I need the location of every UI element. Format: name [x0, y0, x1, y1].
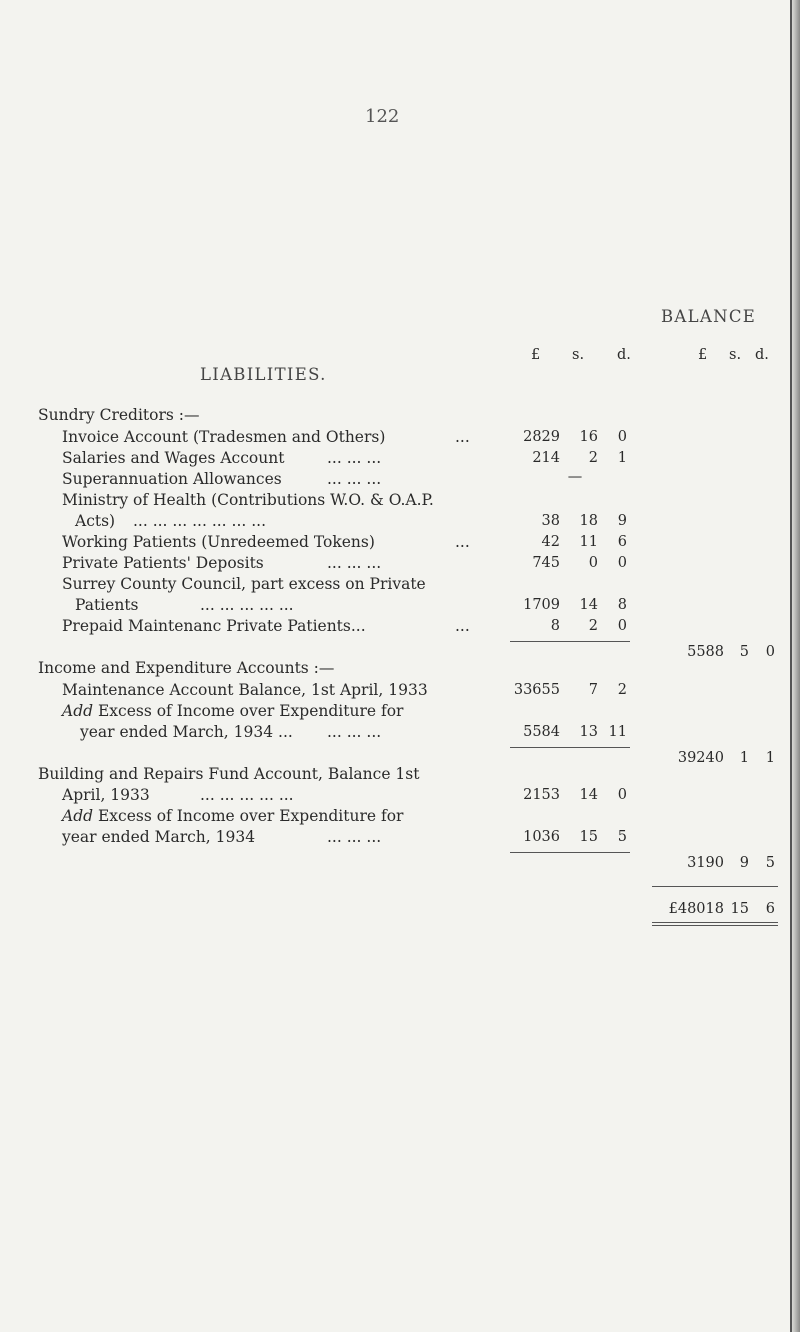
balance-pounds: 39240	[677, 750, 724, 766]
leader-dots: ...	[455, 617, 470, 635]
total-rule	[652, 886, 778, 887]
amount-pence: 0	[617, 787, 627, 803]
balance-shillings: 1	[739, 750, 749, 766]
add-word: Add	[62, 702, 94, 720]
amount-pounds: 1709	[523, 597, 560, 613]
amount-shillings: 14	[579, 787, 598, 803]
maintenance-balance-label: Maintenance Account Balance, 1st April, 1933	[62, 681, 428, 699]
leader-dots: ... ... ... ... ...	[200, 786, 294, 804]
subtotal-rule	[510, 852, 630, 853]
amount-pounds: 8	[550, 618, 560, 634]
subtotal-rule	[510, 747, 630, 748]
grand-total-pence: 6	[765, 901, 775, 917]
amount-pence: 0	[617, 555, 627, 571]
amount-pounds: 2829	[523, 429, 560, 445]
year-ended-label: year ended March, 1934	[62, 828, 256, 846]
amount-pounds: 33655	[513, 682, 560, 698]
excess-text: Excess of Income over Expenditure for	[97, 702, 404, 720]
add-excess-label	[62, 807, 403, 825]
creditor-label: Ministry of Health (Contributions W.O. & O.A.P.	[62, 491, 434, 509]
creditor-label: Superannuation Allowances	[62, 470, 282, 488]
balance-pence: 0	[765, 644, 775, 660]
balance-pounds: 5588	[687, 644, 724, 660]
creditor-label: Prepaid Maintenanc Private Patients...	[62, 617, 366, 635]
creditor-label-cont: Acts)	[75, 512, 116, 530]
amount-shillings: 11	[579, 534, 598, 550]
creditor-label: Salaries and Wages Account	[62, 449, 285, 467]
creditor-label: Working Patients (Unredeemed Tokens)	[62, 533, 375, 551]
creditor-label: Private Patients' Deposits	[62, 554, 264, 572]
leader-dots: ... ... ...	[327, 449, 382, 467]
balance-shillings: 5	[739, 644, 749, 660]
leader-dots: ... ... ...	[327, 723, 382, 741]
amount-pence: 8	[617, 597, 627, 613]
balance-shillings-header: s.	[729, 347, 742, 363]
amount-pence: 6	[617, 534, 627, 550]
balance-pounds: 3190	[687, 855, 724, 871]
grand-total-pounds	[648, 900, 724, 918]
page-edge-line	[790, 0, 792, 1332]
leader-dots: ... ... ...	[327, 470, 382, 488]
subtotal-rule	[510, 641, 630, 642]
pounds-header: £	[531, 347, 541, 363]
excess-text: Excess of Income over Expenditure for	[97, 807, 404, 825]
balance-pence-header: d.	[755, 347, 769, 363]
amount-pounds: 745	[532, 555, 560, 571]
amount-shillings: 7	[588, 682, 598, 698]
grand-total-pounds-value: 48018	[677, 901, 724, 917]
page-number: 122	[365, 106, 400, 127]
leader-dots: ...	[455, 428, 470, 446]
balance-pounds-header: £	[698, 347, 708, 363]
amount-pence: 0	[617, 618, 627, 634]
amount-pounds: 42	[541, 534, 560, 550]
leader-dots: ...	[455, 533, 470, 551]
creditor-label: Invoice Account (Tradesmen and Others)	[62, 428, 386, 446]
balance-pence: 1	[765, 750, 775, 766]
nil-dash: —	[567, 469, 583, 485]
creditor-label: Surrey County Council, part excess on Private	[62, 575, 426, 593]
amount-pence: 1	[617, 450, 627, 466]
amount-shillings: 14	[579, 597, 598, 613]
grand-total-double-rule	[652, 922, 778, 926]
april-label: April, 1933	[62, 786, 150, 804]
grand-total-shillings: 15	[730, 901, 749, 917]
amount-shillings: 2	[588, 450, 598, 466]
liabilities-heading: LIABILITIES.	[200, 365, 327, 384]
amount-shillings: 18	[579, 513, 598, 529]
year-ended-label: year ended March, 1934 ...	[80, 723, 293, 741]
amount-pence: 5	[617, 829, 627, 845]
amount-shillings: 13	[579, 724, 598, 740]
amount-pence: 0	[617, 429, 627, 445]
amount-pounds: 1036	[523, 829, 560, 845]
add-excess-label	[62, 702, 403, 720]
balance-heading: BALANCE	[661, 307, 757, 326]
pound-sign: £	[668, 901, 678, 917]
balance-pence: 5	[765, 855, 775, 871]
amount-pence: 9	[617, 513, 627, 529]
amount-shillings: 2	[588, 618, 598, 634]
sundry-creditors-title: Sundry Creditors :—	[38, 406, 200, 424]
leader-dots: ... ... ... ... ...	[200, 596, 294, 614]
shillings-header: s.	[572, 347, 585, 363]
amount-pounds: 5584	[523, 724, 560, 740]
amount-pounds: 38	[541, 513, 560, 529]
amount-pence: 11	[608, 724, 627, 740]
amount-shillings: 0	[588, 555, 598, 571]
leader-dots: ... ... ...	[327, 828, 382, 846]
building-repairs-label: Building and Repairs Fund Account, Balance 1st	[38, 765, 420, 783]
amount-pounds: 214	[532, 450, 560, 466]
creditor-label-cont: Patients	[75, 596, 139, 614]
amount-pounds: 2153	[523, 787, 560, 803]
amount-shillings: 16	[579, 429, 598, 445]
amount-pence: 2	[617, 682, 627, 698]
balance-shillings: 9	[739, 855, 749, 871]
add-word: Add	[62, 807, 94, 825]
leader-dots: ... ... ... ... ... ... ...	[133, 512, 267, 530]
leader-dots: ... ... ...	[327, 554, 382, 572]
income-expenditure-title: Income and Expenditure Accounts :—	[38, 659, 335, 677]
amount-shillings: 15	[579, 829, 598, 845]
pence-header: d.	[617, 347, 631, 363]
